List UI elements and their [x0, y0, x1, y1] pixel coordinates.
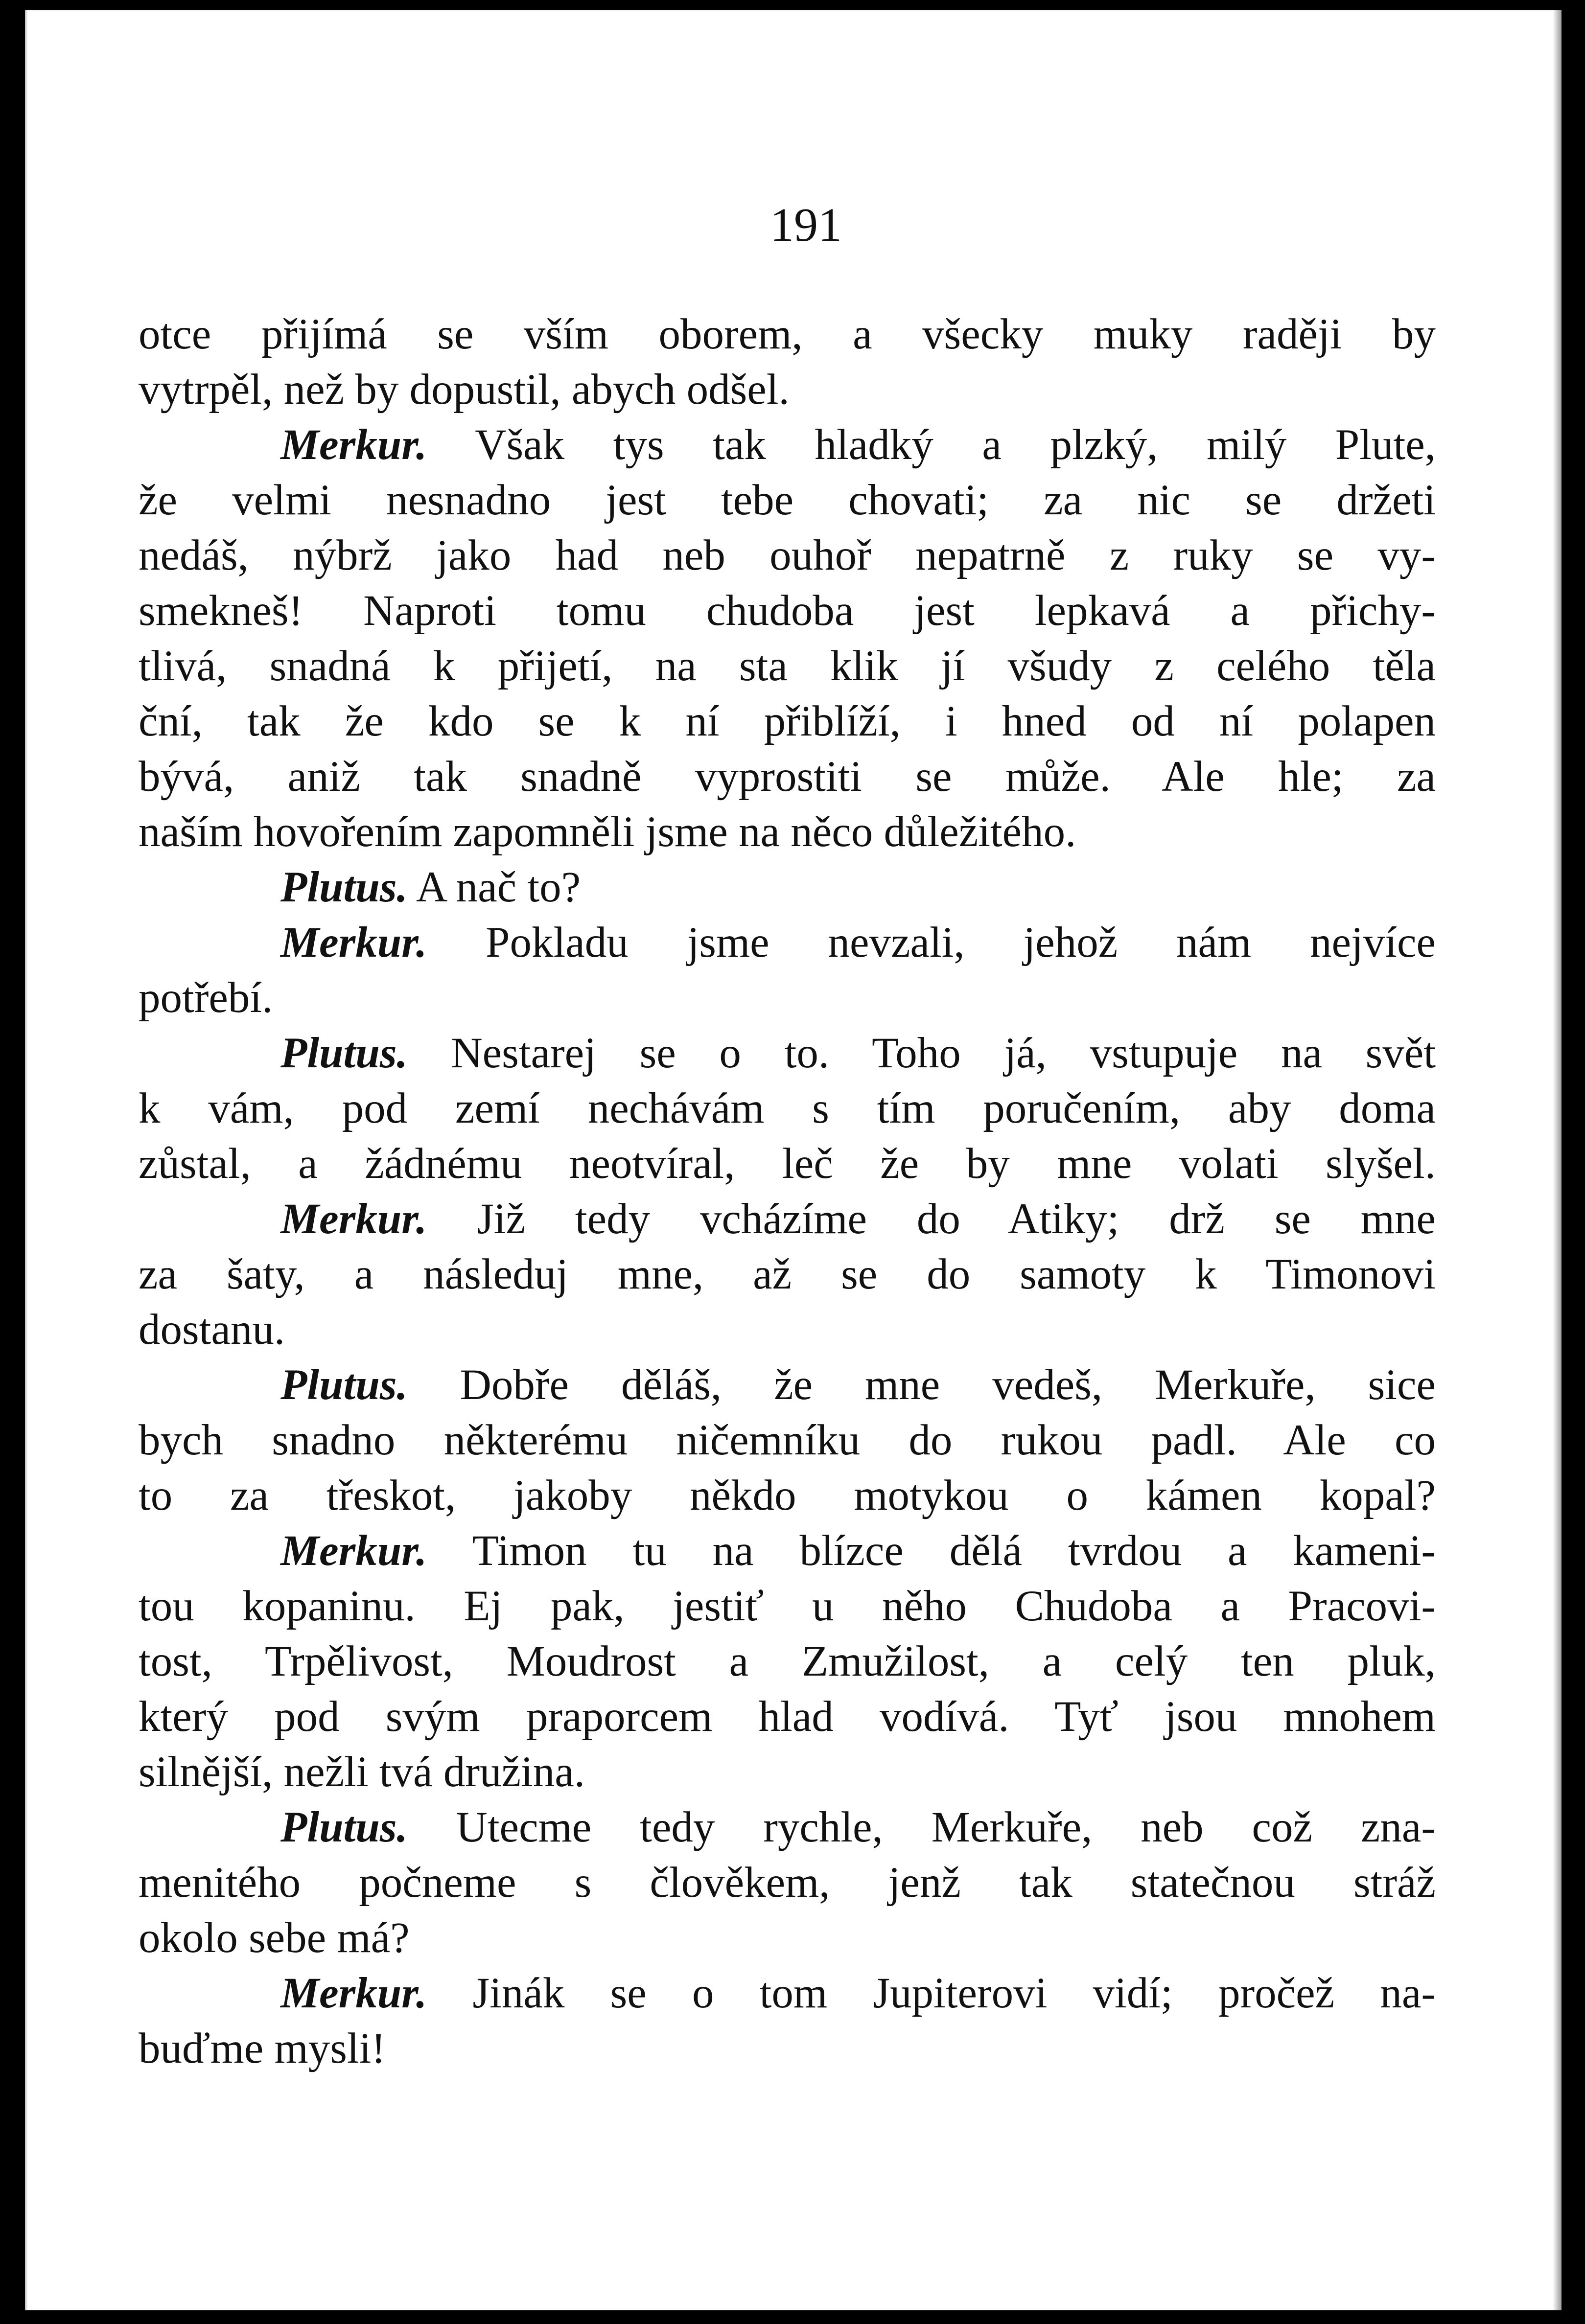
- scan-shadow-left: [25, 10, 28, 2310]
- dialogue-line: [139, 1026, 1436, 1081]
- text-line: [139, 1745, 1436, 1800]
- dialogue-line: [139, 1523, 1436, 1579]
- line-text: menitého počneme s člověkem, jenž tak statečnou stráž: [139, 1859, 1436, 1907]
- line-text: ční, tak že kdo se k ní přiblíží, i hned od ní polapen: [139, 697, 1436, 745]
- speaker-name: Merkur.: [280, 1969, 427, 2017]
- text-line: [139, 1855, 1436, 1910]
- dialogue-line: [139, 915, 1436, 970]
- scan-shadow-right: [1553, 10, 1562, 2310]
- speaker-name: Merkur.: [280, 421, 427, 469]
- line-text: Timon tu na blízce dělá tvrdou a kameni-: [427, 1527, 1436, 1575]
- text-line: [139, 583, 1436, 639]
- text-line: [139, 749, 1436, 805]
- speaker-name: Merkur.: [280, 1527, 427, 1575]
- line-text: že velmi nesnadno jest tebe chovati; za nic se držeti: [139, 476, 1436, 524]
- dialogue-line: [139, 417, 1436, 473]
- line-text: smekneš! Naproti tomu chudoba jest lepkavá a přichy-: [139, 587, 1436, 635]
- speaker-name: Plutus.: [280, 1029, 408, 1077]
- text-line: [139, 1634, 1436, 1689]
- line-text: Již tedy vcházíme do Atiky; drž se mne: [427, 1195, 1436, 1243]
- line-text: zůstal, a žádnému neotvíral, leč že by mne volati slyšel.: [139, 1140, 1436, 1188]
- line-text: dostanu.: [139, 1306, 285, 1354]
- text-line: [139, 1413, 1436, 1468]
- line-text: buďme mysli!: [139, 2025, 386, 2072]
- text-line: [139, 528, 1436, 583]
- body-text: [139, 307, 1436, 2076]
- speaker-name: Merkur.: [280, 919, 427, 966]
- line-text: Dobře děláš, že mne vedeš, Merkuře, sice: [407, 1361, 1436, 1409]
- line-text: za šaty, a následuj mne, až se do samoty k Timonovi: [139, 1250, 1436, 1298]
- text-line: [139, 473, 1436, 528]
- text-line: [139, 805, 1436, 860]
- line-text: A nač to?: [407, 863, 581, 911]
- line-text: tost, Trpělivost, Moudrost a Zmužilost, a celý ten pluk,: [139, 1637, 1436, 1685]
- text-line: [139, 1247, 1436, 1302]
- text-line: [139, 694, 1436, 749]
- line-text: Utecme tedy rychle, Merkuře, neb což zna-: [407, 1803, 1436, 1851]
- text-line: [139, 362, 1436, 417]
- line-text: silnější, nežli tvá družina.: [139, 1748, 585, 1796]
- line-text: bych snadno některému ničemníku do rukou padl. Ale co: [139, 1416, 1436, 1464]
- line-text: potřebí.: [139, 974, 273, 1022]
- text-line: [139, 1468, 1436, 1523]
- speaker-name: Merkur.: [280, 1195, 427, 1243]
- line-text: tou kopaninu. Ej pak, jestiť u něho Chudoba a Pracovi-: [139, 1582, 1436, 1630]
- text-line: [139, 1689, 1436, 1745]
- page-number: 191: [770, 199, 842, 252]
- line-text: Pokladu jsme nevzali, jehož nám nejvíce: [427, 919, 1436, 966]
- line-text: bývá, aniž tak snadně vyprostiti se může. Ale hle; za: [139, 753, 1436, 801]
- dialogue-line: [139, 1358, 1436, 1413]
- line-text: okolo sebe má?: [139, 1914, 410, 1962]
- text-line: [139, 1136, 1436, 1192]
- text-line: [139, 1302, 1436, 1358]
- line-text: otce přijímá se vším oborem, a všecky muky raději by: [139, 310, 1436, 358]
- line-text: Jinák se o tom Jupiterovi vidí; pročež na-: [427, 1969, 1436, 2017]
- dialogue-line: [139, 1966, 1436, 2021]
- line-text: naším hovořením zapomněli jsme na něco důležitého.: [139, 808, 1076, 856]
- text-line: [139, 1579, 1436, 1634]
- text-line: [139, 970, 1436, 1026]
- dialogue-line: [139, 860, 1436, 915]
- line-text: tlivá, snadná k přijetí, na sta klik jí všudy z celého těla: [139, 642, 1436, 690]
- speaker-name: Plutus.: [280, 1361, 408, 1409]
- dialogue-line: [139, 1192, 1436, 1247]
- line-text: který pod svým praporcem hlad vodívá. Tyť jsou mnohem: [139, 1693, 1436, 1741]
- line-text: to za třeskot, jakoby někdo motykou o kámen kopal?: [139, 1472, 1436, 1519]
- text-line: [139, 1081, 1436, 1136]
- dialogue-line: [139, 1800, 1436, 1855]
- text-line: [139, 307, 1436, 362]
- text-line: [139, 639, 1436, 694]
- book-page: [25, 10, 1562, 2310]
- line-text: Však tys tak hladký a plzký, milý Plute,: [427, 421, 1436, 469]
- speaker-name: Plutus.: [280, 1803, 408, 1851]
- line-text: k vám, pod zemí nechávám s tím poručením, aby doma: [139, 1084, 1436, 1132]
- text-line: [139, 1910, 1436, 1966]
- speaker-name: Plutus.: [280, 863, 408, 911]
- text-line: [139, 2021, 1436, 2076]
- line-text: vytrpěl, než by dopustil, abych odšel.: [139, 366, 790, 414]
- line-text: Nestarej se o to. Toho já, vstupuje na svět: [407, 1029, 1436, 1077]
- line-text: nedáš, nýbrž jako had neb ouhoř nepatrně z ruky se vy-: [139, 531, 1436, 579]
